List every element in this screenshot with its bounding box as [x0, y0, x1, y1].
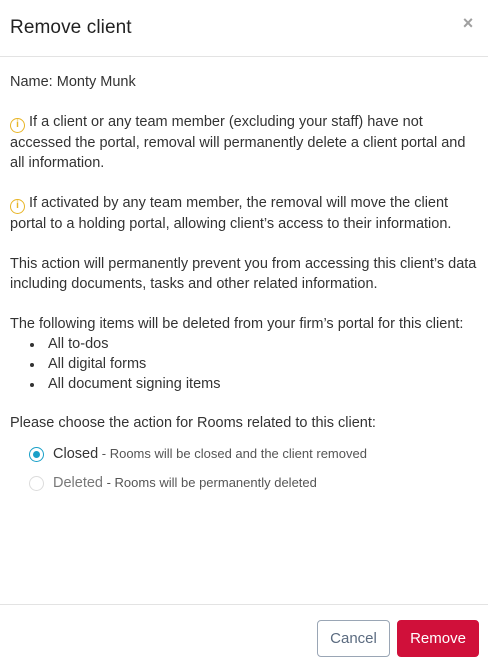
- dialog-footer: [0, 604, 488, 667]
- dialog-body: [10, 72, 480, 500]
- option-label: Closed: [53, 446, 99, 462]
- rooms-prompt: Please choose the action for Rooms related to this client:: [10, 415, 376, 431]
- warning-holding-portal: [10, 193, 480, 234]
- radio-label-deleted[interactable]: [53, 473, 317, 493]
- radio-label-closed[interactable]: [53, 444, 367, 464]
- radio-button-deleted[interactable]: [29, 476, 44, 491]
- option-separator: -: [102, 475, 115, 490]
- rooms-option-deleted[interactable]: [29, 471, 480, 500]
- cancel-button[interactable]: Cancel: [317, 620, 390, 657]
- warning-text: If activated by any team member, the removal will move the client portal to a holding portal, allowing client’s access to their information.: [10, 195, 452, 232]
- option-separator: -: [98, 446, 110, 461]
- action-note: This action will permanently prevent you from accessing this client’s data including documents, tasks and other related information.: [10, 256, 477, 292]
- client-name: Name: Monty Munk: [10, 74, 136, 90]
- radio-button-closed[interactable]: [29, 447, 44, 462]
- warning-text: If a client or any team member (excluding your staff) have not accessed the portal, removal will permanently delete a client portal and all information.: [10, 114, 466, 171]
- option-description: Rooms will be permanently deleted: [114, 475, 317, 490]
- close-icon[interactable]: ×: [462, 13, 474, 33]
- list-item: All to-dos: [30, 334, 480, 354]
- info-warning-icon: i: [10, 118, 25, 133]
- option-description: Rooms will be closed and the client removed: [109, 446, 367, 461]
- dialog-header: [0, 0, 488, 57]
- list-item: All digital forms: [30, 354, 480, 374]
- warning-portal-delete: [10, 112, 480, 173]
- rooms-option-closed[interactable]: [29, 442, 480, 471]
- remove-button[interactable]: Remove: [397, 620, 479, 657]
- dialog-title: Remove client: [10, 17, 132, 38]
- deleted-items-list: [30, 334, 480, 394]
- option-label: Deleted: [53, 475, 103, 491]
- deleted-items-intro: The following items will be deleted from your firm’s portal for this client:: [10, 316, 464, 332]
- info-warning-icon: i: [10, 199, 25, 214]
- list-item: All document signing items: [30, 374, 480, 394]
